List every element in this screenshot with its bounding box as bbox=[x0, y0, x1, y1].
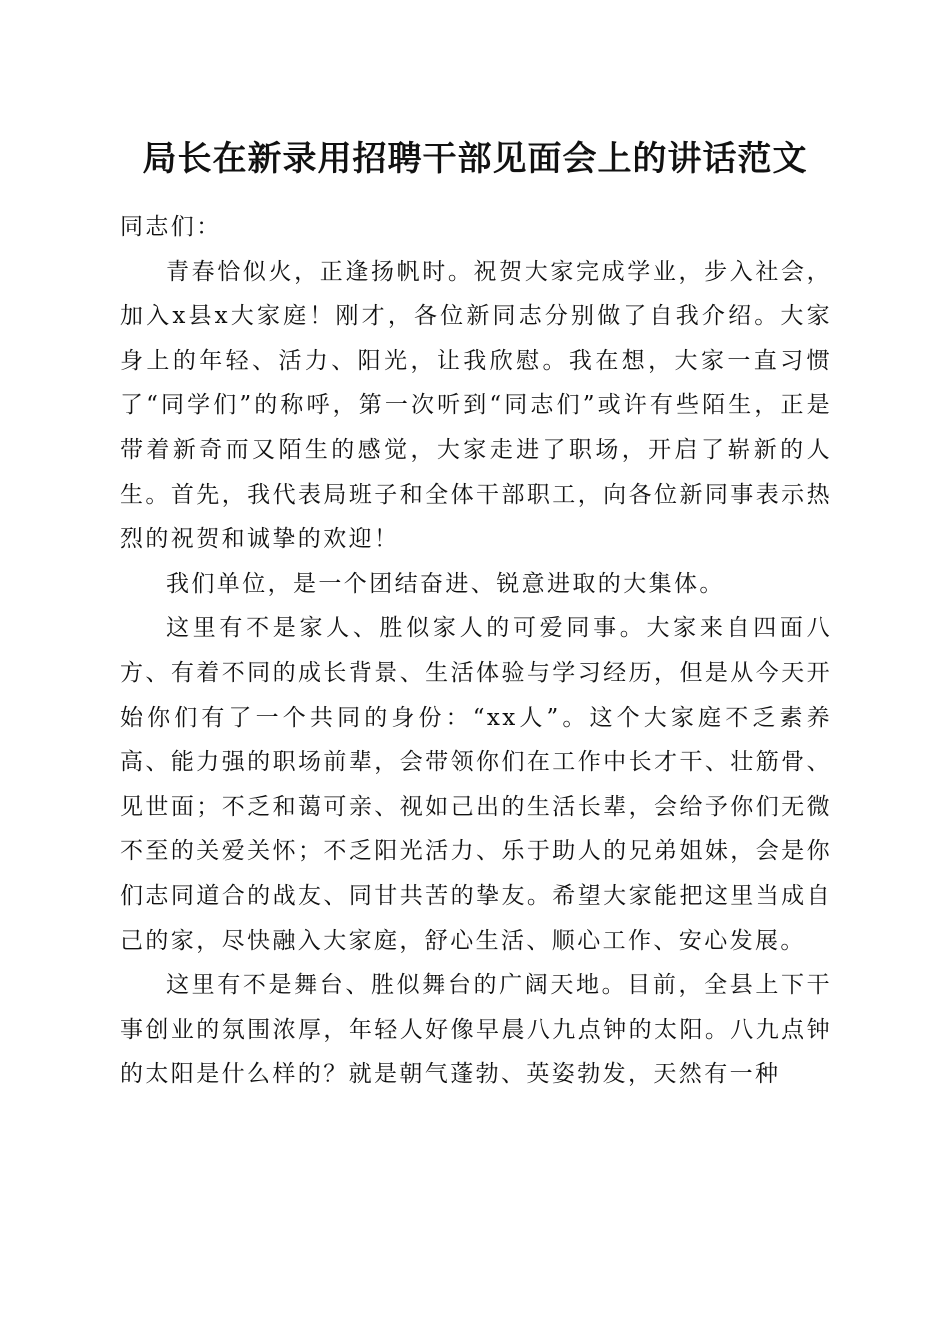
document-body bbox=[120, 205, 832, 1097]
paragraph-3: 这里有不是家人、胜似家人的可爱同事。大家来自四面八方、有着不同的成长背景、生活体验与学习经历，但是从今天开始你们有了一个共同的身份：“xx人”。这个大家庭不乏素养高、能力强的职场前辈，会带领你们在工作中长才干、壮筋骨、见世面；不乏和蔼可亲、视如己出的生活长辈，会给予你们无微不至的关爱关怀；不乏阳光活力、乐于助人的兄弟姐妹，会是你们志同道合的战友、同甘共苦的挚友。希望大家能把这里当成自己的家，尽快融入大家庭，舒心生活、顺心工作、安心发展。 bbox=[120, 615, 832, 954]
salutation: 同志们： bbox=[120, 214, 222, 240]
paragraph-1: 青春恰似火，正逢扬帆时。祝贺大家完成学业，步入社会，加入x县x大家庭！刚才，各位新同志分别做了自我介绍。大家身上的年轻、活力、阳光，让我欣慰。我在想，大家一直习惯了“同学们”的称呼，第一次听到“同志们”或许有些陌生，正是带着新奇而又陌生的感觉，大家走进了职场，开启了崭新的人生。首先，我代表局班子和全体干部职工，向各位新同事表示热烈的祝贺和诚挚的欢迎！ bbox=[120, 258, 832, 553]
paragraph-4: 这里有不是舞台、胜似舞台的广阔天地。目前，全县上下干事创业的氛围浓厚，年轻人好像早晨八九点钟的太阳。八九点钟的太阳是什么样的？就是朝气蓬勃、英姿勃发，天然有一种 bbox=[120, 972, 832, 1088]
paragraph-2: 我们单位，是一个团结奋进、锐意进取的大集体。 bbox=[166, 570, 725, 597]
document-title: 局长在新录用招聘干部见面会上的讲话范文 bbox=[142, 139, 808, 179]
